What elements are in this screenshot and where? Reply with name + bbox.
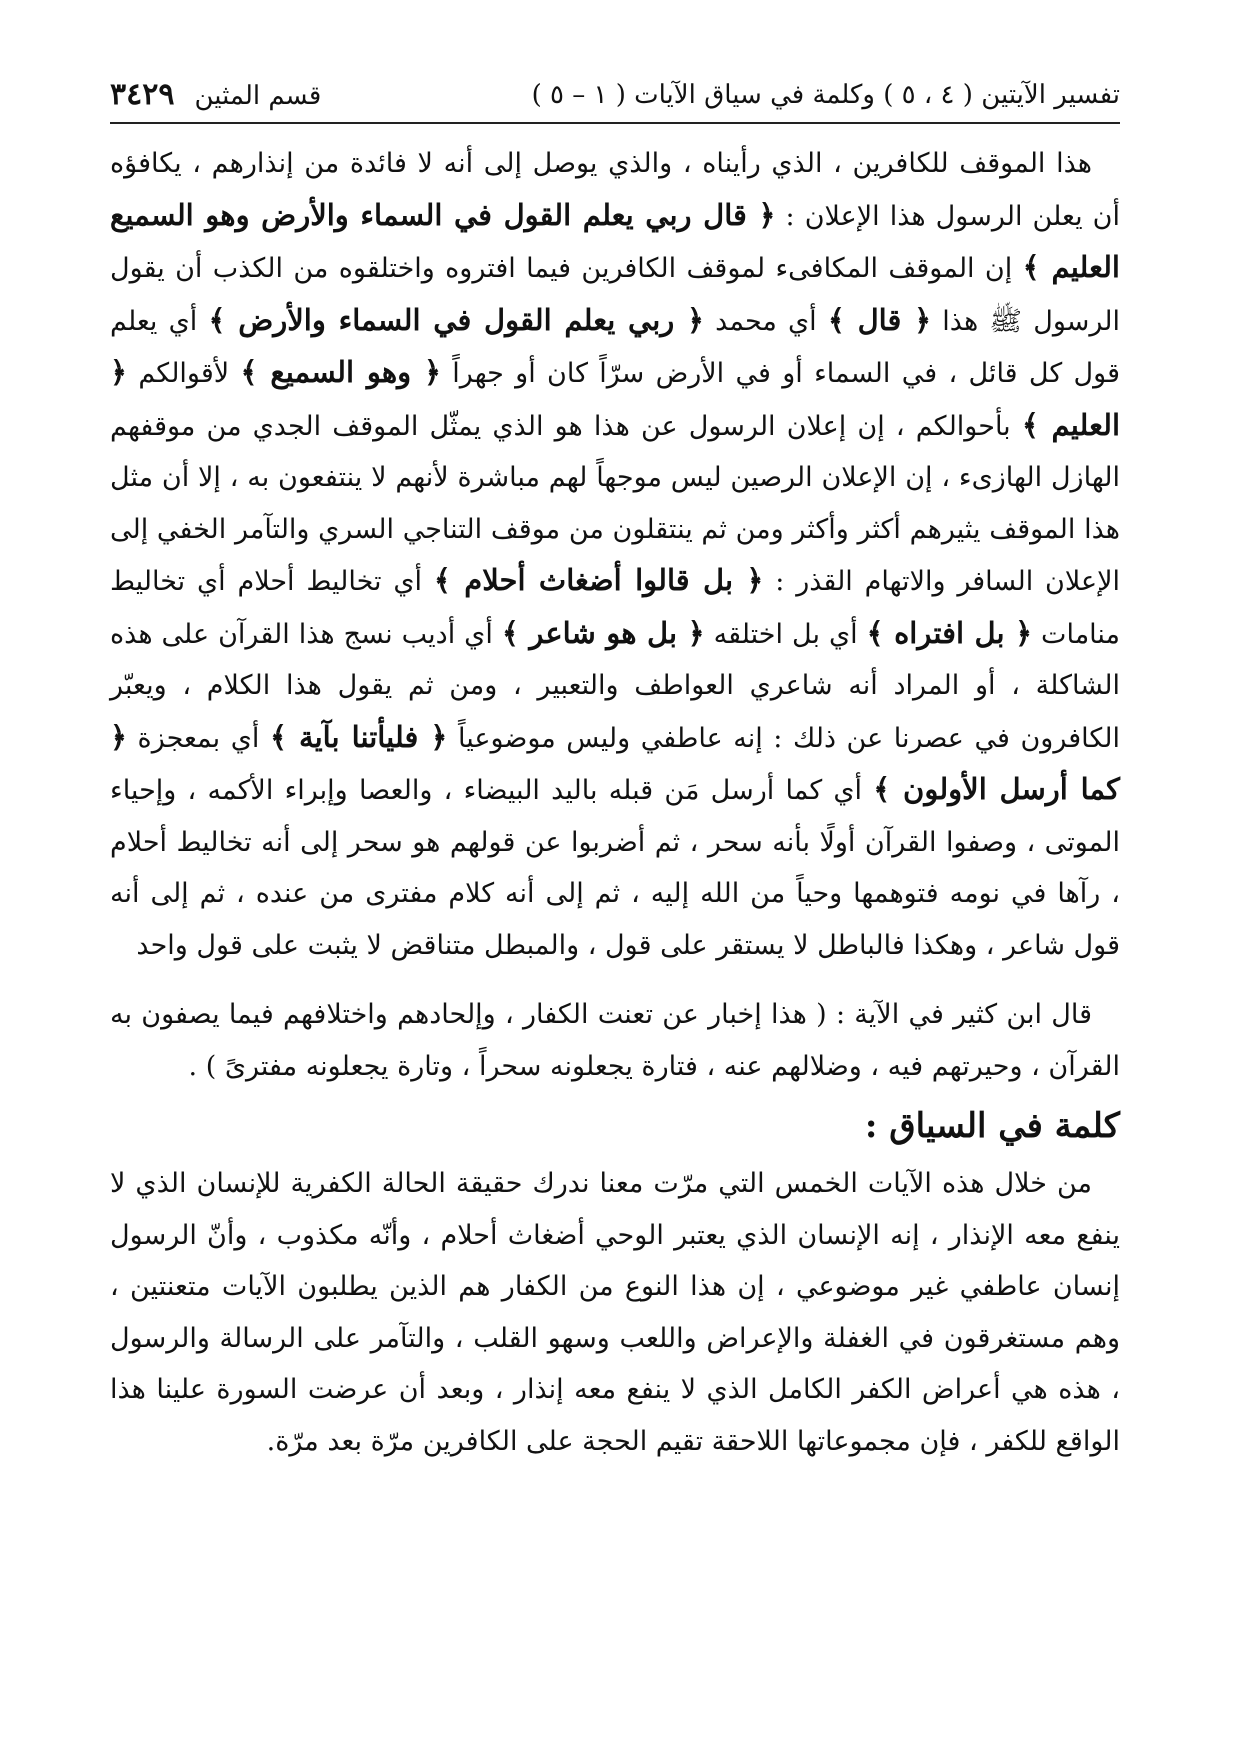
page-number: ٣٤٢٩	[110, 77, 175, 112]
text-run: أي يعلم قول كل قائل ، في السماء أو في الأرض سرّاً كان أو جهراً	[110, 305, 1120, 389]
header-part	[110, 70, 321, 121]
verse-quote: ﴿ ربي يعلم القول في السماء والأرض ﴾	[208, 302, 704, 337]
header-title: تفسير الآيتين ( ٤ ، ٥ ) وكلمة في سياق الآيات ( ١ – ٥ )	[531, 80, 1120, 110]
quote-text: قال ابن كثير في الآية : ( هذا إخبار عن تعنت الكفار ، وإلحادهم واختلافهم فيما يصفون به القرآن ، وحيرتهم فيه ، وضلالهم عنه ، فتارة يجعلونه سحراً ، وتارة يجعلونه مفترىً ) .	[110, 999, 1120, 1082]
header-rule	[110, 122, 1120, 124]
header-part-name: قسم المثين	[194, 81, 322, 111]
document-page	[110, 70, 1120, 1710]
text-run: إن الموقف المكافىء لموقف الكافرين فيما افتروه واختلقوه من الكذب أن يقول الرسول ﷺ هذا	[110, 253, 1121, 337]
verse-quote: ﴿ بل افتراه ﴾	[866, 615, 1033, 650]
commentary-paragraph	[110, 138, 1120, 971]
section-heading: كلمة في السياق :	[864, 1106, 1120, 1146]
text-run: أي محمد	[703, 305, 828, 337]
verse-quote: ﴿ بل قالوا أضغاث أحلام ﴾	[433, 563, 764, 597]
verse-quote: ﴿ قال ربي يعلم القول في السماء والأرض وهو السميع العليم ﴾	[110, 197, 1120, 284]
running-header	[110, 70, 1120, 120]
ibn-kathir-quote	[110, 989, 1120, 1092]
text-run: هذا الموقف للكافرين ، الذي رأيناه ، والذي يوصل إلى أنه لا فائدة من إنذارهم ، يكافؤه أن يعلن الرسول هذا الإعلان :	[110, 148, 1120, 232]
verse-quote: ﴿ كما أرسل الأولون ﴾	[110, 719, 1120, 806]
verse-quote: ﴿ العليم ﴾	[110, 355, 1121, 442]
verse-quote: ﴿ فليأتنا بآية ﴾	[269, 719, 448, 754]
text-run: أي أديب نسج هذا القرآن على هذه الشاكلة ، أو المراد أنه شاعري العواطف والتعبير ، ومن ثم يقول هذا الكلام ، ويعبّر الكافرون في عصرنا عن ذلك : إنه عاطفي وليس موضوعياً	[110, 618, 1120, 754]
text-run: أي تخاليط أحلام أي تخاليط منامات	[110, 566, 1121, 650]
text-run: أي بل اختلقه	[704, 618, 867, 650]
text-run: أي بمعجزة	[127, 722, 270, 754]
verse-quote: ﴿ وهو السميع ﴾	[240, 355, 441, 389]
verse-quote: ﴿ بل هو شاعر ﴾	[501, 615, 705, 650]
text-run: أي كما أرسل مَن قبله باليد البيضاء ، والعصا وإبراء الأكمه ، وإحياء الموتى ، وصفوا القرآن أولًا بأنه سحر ، ثم أضربوا عن قولهم هو سحر إلى أنه تخاليط أحلام ، رآها في نومه فتوهمها وحياً من الله إليه ، ثم إلى أنه كلام مفترى من عنده ، ثم إلى أنه قول شاعر ، وهكذا فالباطل لا يستقر على قول ، والمبطل متناقض لا يثبت على قول واحد	[110, 775, 1120, 961]
text-run: لأقوالكم	[127, 358, 241, 389]
text-run: بأحوالكم ، إن إعلان الرسول عن هذا هو الذي يمثّل الموقف الجدي من موقفهم الهازل الهازىء ، إن الإعلان الرصين ليس موجهاً لهم مباشرة لأنهم لا ينتفعون به ، إلا أن مثل هذا الموقف يثيرهم أكثر وأكثر ومن ثم ينتقلون من موقف التناجي السري والتآمر الخفي إلى الإعلان السافر والاتهام القذر :	[110, 410, 1121, 597]
verse-quote: ﴿ قال ﴾	[827, 302, 932, 337]
context-text: من خلال هذه الآيات الخمس التي مرّت معنا ندرك حقيقة الحالة الكفرية للإنسان الذي لا ينفع معه الإنذار ، إنه الإنسان الذي يعتبر الوحي أضغاث أحلام ، وأنّه مكذوب ، وأنّ الرسول إنسان عاطفي غير موضوعي ، إن هذا النوع من الكفار هم الذين يطلبون الآيات متعنتين ، وهم مستغرقون في الغفلة والإعراض واللعب وسهو القلب ، والتآمر على الرسالة والرسول ، هذه هي أعراض الكفر الكامل الذي لا ينفع معه إنذار ، وبعد أن عرضت السورة علينا هذا الواقع للكفر ، فإن مجموعاتها اللاحقة تقيم الحجة على الكافرين مرّة بعد مرّة.	[110, 1168, 1120, 1457]
context-paragraph	[110, 1158, 1120, 1467]
